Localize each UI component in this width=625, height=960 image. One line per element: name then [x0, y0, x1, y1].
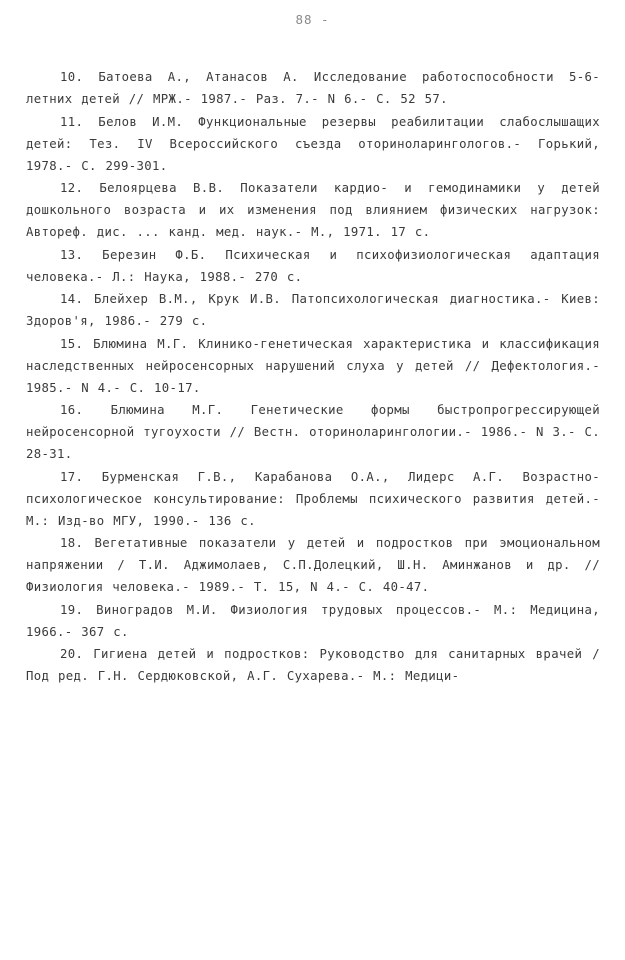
reference-item: 16. Блюмина М.Г. Генетические формы быстропрогрессирующей нейросенсорной тугоухости // Вестн. оториноларингологии.- 1986.- N 3.- С. 28-31.: [26, 403, 600, 461]
reference-item: 12. Белоярцева В.В. Показатели кардио- и гемодинамики у детей дошкольного возраста и их изменения под влиянием физических нагрузок: Автореф. дис. ... канд. мед. наук.- М., 1971. 17 с.: [26, 181, 600, 239]
reference-item: 10. Батоева А., Атанасов А. Исследование работоспособности 5-6-летних детей // МРЖ.- 1987.- Раз. 7.- N 6.- С. 52 57.: [26, 70, 600, 106]
reference-item: 14. Блейхер В.М., Крук И.В. Патопсихологическая диагностика.- Киев: Здоров'я, 1986.- 279 с.: [26, 292, 600, 328]
reference-item: 18. Вегетативные показатели у детей и подростков при эмоциональном напряжении / Т.И. Аджимолаев, С.П.Долецкий, Ш.Н. Аминжанов и др. // Физиология человека.- 1989.- Т. 15, N 4.- С. 40-47.: [26, 536, 600, 594]
reference-item: 13. Березин Ф.Б. Психическая и психофизиологическая адаптация человека.- Л.: Наука, 1988.- 270 с.: [26, 247, 600, 284]
reference-list: [26, 66, 600, 687]
reference-item: 11. Белов И.М. Функциональные резервы реабилитации слабослышащих детей: Тез. IV Всероссийского съезда оториноларингологов.- Горький, 1978.- С. 299-301.: [26, 114, 600, 173]
page-number: 88 -: [295, 12, 330, 27]
reference-item: 15. Блюмина М.Г. Клинико-генетическая характеристика и классификация наследственных нейросенсорных нарушений слуха у детей // Дефектология.- 1985.- N 4.- С. 10-17.: [26, 336, 600, 395]
reference-item: 20. Гигиена детей и подростков: Руководство для санитарных врачей / Под ред. Г.Н. Сердюковской, А.Г. Сухарева.- М.: Медици-: [26, 647, 600, 683]
reference-item: 19. Виноградов М.И. Физиология трудовых процессов.- М.: Медицина, 1966.- 367 с.: [26, 602, 600, 639]
reference-item: 17. Бурменская Г.В., Карабанова О.А., Лидерс А.Г. Возрастно-психологическое консультирование: Проблемы психического развития детей.- М.: Изд-во МГУ, 1990.- 136 с.: [26, 469, 600, 528]
